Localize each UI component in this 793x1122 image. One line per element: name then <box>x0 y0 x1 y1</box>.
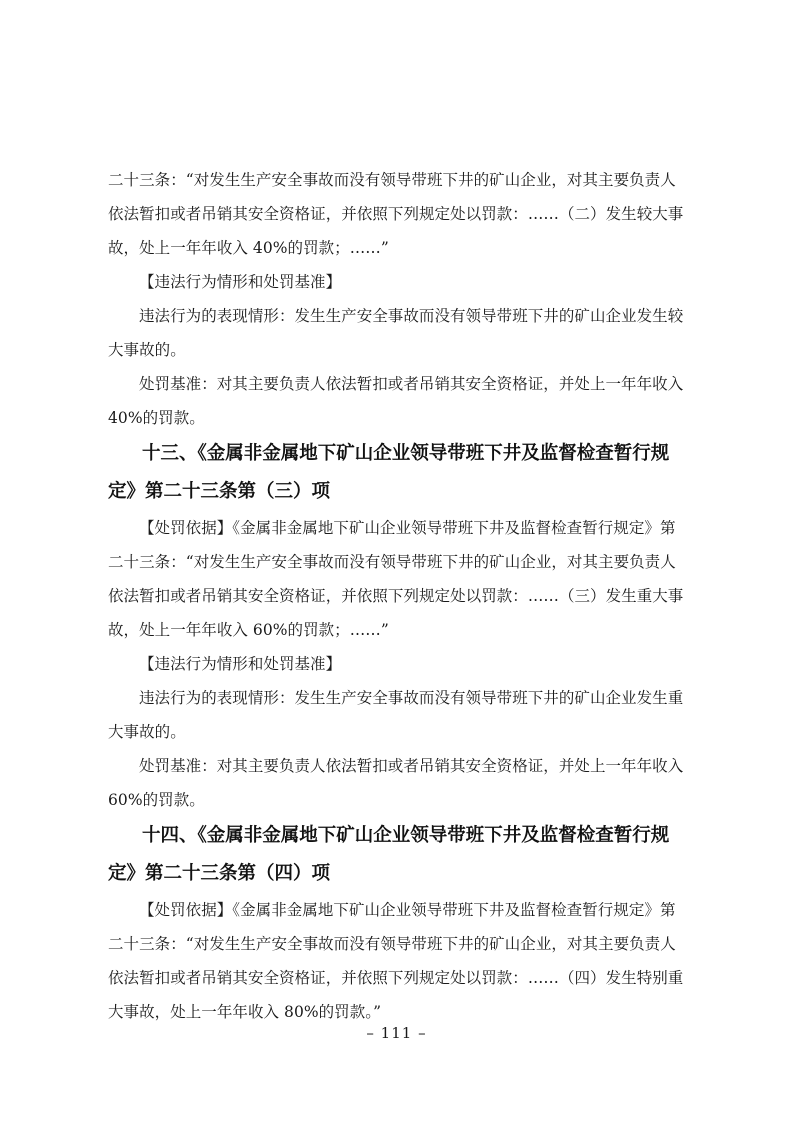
heading-line: 定》第二十三条第（四）项 <box>108 863 331 884</box>
intro-behavior-paragraph <box>108 306 692 360</box>
section-13-behavior-paragraph <box>108 688 692 742</box>
paragraph-line: 二十三条：“对发生生产安全事故而没有领导带班下井的矿山企业，对其主要负责人 <box>108 553 676 571</box>
paragraph-line: 违法行为的表现情形：发生生产安全事故而没有领导带班下井的矿山企业发生重 <box>139 689 684 707</box>
heading-line: 十四、《金属非金属地下矿山企业领导带班下井及监督检查暂行规 <box>142 825 670 846</box>
violation-heading: 【违法行为情形和处罚基准】 <box>139 273 342 291</box>
paragraph-line: 依法暂扣或者吊销其安全资格证，并依照下列规定处以罚款：……（三）发生重大事 <box>108 587 684 605</box>
paragraph-line: 故，处上一年年收入 60%的罚款；……” <box>108 621 389 639</box>
paragraph-line: 【处罚依据】《金属非金属地下矿山企业领导带班下井及监督检查暂行规定》第 <box>139 519 676 537</box>
intro-basis-paragraph <box>108 170 692 258</box>
paragraph-line: 40%的罚款。 <box>108 409 205 427</box>
document-page <box>108 170 692 1022</box>
page-number: – 111 – <box>366 1024 427 1042</box>
paragraph-line: 60%的罚款。 <box>108 791 205 809</box>
section-14-basis-paragraph <box>108 900 692 1022</box>
intro-penalty-paragraph <box>108 374 692 428</box>
paragraph-line: 依法暂扣或者吊销其安全资格证，并依照下列规定处以罚款：……（四）发生特别重 <box>108 969 684 987</box>
section-13-heading <box>108 442 692 504</box>
paragraph-line: 二十三条：“对发生生产安全事故而没有领导带班下井的矿山企业，对其主要负责人 <box>108 171 676 189</box>
paragraph-line: 【处罚依据】《金属非金属地下矿山企业领导带班下井及监督检查暂行规定》第 <box>139 901 676 919</box>
paragraph-line: 故，处上一年年收入 40%的罚款；……” <box>108 239 389 257</box>
paragraph-line: 大事故的。 <box>108 341 186 359</box>
violation-heading: 【违法行为情形和处罚基准】 <box>139 655 342 673</box>
section-14-heading <box>108 824 692 886</box>
paragraph-line: 大事故的。 <box>108 723 186 741</box>
heading-line: 定》第二十三条第（三）项 <box>108 481 331 502</box>
paragraph-line: 二十三条：“对发生生产安全事故而没有领导带班下井的矿山企业，对其主要负责人 <box>108 935 676 953</box>
section-13-penalty-paragraph <box>108 756 692 810</box>
paragraph-line: 依法暂扣或者吊销其安全资格证，并依照下列规定处以罚款：……（二）发生较大事 <box>108 205 684 223</box>
paragraph-line: 大事故，处上一年年收入 80%的罚款。” <box>108 1003 382 1021</box>
section-13-basis-paragraph <box>108 518 692 640</box>
paragraph-line: 处罚基准：对其主要负责人依法暂扣或者吊销其安全资格证，并处上一年年收入 <box>139 375 684 393</box>
paragraph-line: 处罚基准：对其主要负责人依法暂扣或者吊销其安全资格证，并处上一年年收入 <box>139 757 684 775</box>
heading-line: 十三、《金属非金属地下矿山企业领导带班下井及监督检查暂行规 <box>142 443 670 464</box>
paragraph-line: 违法行为的表现情形：发生生产安全事故而没有领导带班下井的矿山企业发生较 <box>139 307 684 325</box>
